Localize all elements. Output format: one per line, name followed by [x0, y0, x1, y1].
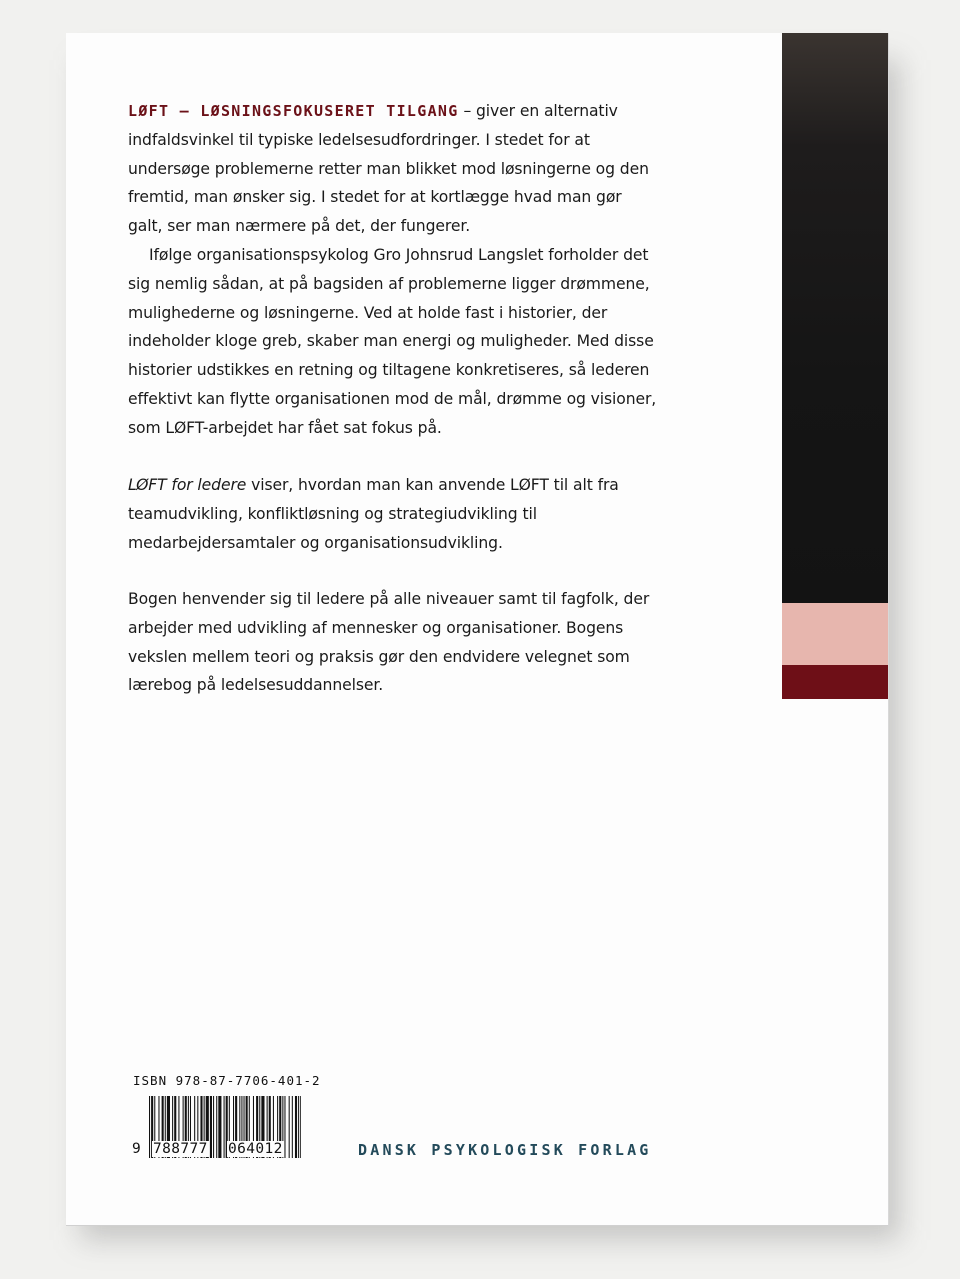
barcode-digits-right: 064012 — [228, 1141, 283, 1157]
body-paragraph-2: Ifølge organisationspsykolog Gro Johnsrud Langslet forholder det sig nemlig sådan, at på bagsiden af problemerne ligger drømmene, mulighederne og løsningerne. Ved at holde fast i historier, der indeholder kloge greb, skaber man energi og muligheder. Med disse historier udstikkes en retning og tiltagene konkretiseres, så lederen effektivt kan flytte organisationen mod de mål, drømme og visioner, som LØFT-arbejdet har fået sat fokus på. — [128, 245, 657, 437]
blurb-top — [128, 97, 658, 443]
isbn-label: ISBN 978-87-7706-401-2 — [133, 1073, 321, 1088]
body-paragraph-3 — [128, 471, 658, 557]
barcode-digits — [131, 1141, 311, 1163]
blurb-bottom — [128, 585, 658, 700]
book-title-italic: LØFT for ledere — [128, 476, 247, 494]
blurb-middle — [128, 471, 658, 557]
body-paragraph-4: Bogen henvender sig til ledere på alle niveauer samt til fagfolk, der arbejder med udvikling af mennesker og organisationer. Bogens vekslen mellem teori og praksis gør den endvidere velegnet som lærebog på ledelsesuddannelser. — [128, 590, 650, 695]
intro-paragraph — [128, 97, 658, 241]
intro-text: – giver en alternativ indfaldsvinkel til typiske ledelsesudfordringer. I stedet for at undersøge problemerne retter man blikket mod løsningerne og den fremtid, man ønsker sig. I stedet for at kortlægge hvad man gør galt, ser man nærmere på det, der fungerer. — [128, 102, 649, 236]
cover-stripe-pink — [782, 603, 888, 665]
cover-stripe-black — [782, 33, 888, 603]
barcode-digits-left: 788777 — [153, 1141, 208, 1157]
barcode-digit-first: 9 — [132, 1141, 142, 1157]
brand-heading: LØFT – LØSNINGSFOKUSERET TILGANG — [128, 102, 459, 120]
cover-stripe-red — [782, 665, 888, 699]
publisher-name: DANSK PSYKOLOGISK FORLAG — [358, 1141, 652, 1159]
paragraph-3-text: viser, hvordan man kan anvende LØFT til alt fra teamudvikling, konfliktløsning og strategiudvikling til medarbejdersamtaler og organisationsudvikling. — [128, 476, 619, 552]
